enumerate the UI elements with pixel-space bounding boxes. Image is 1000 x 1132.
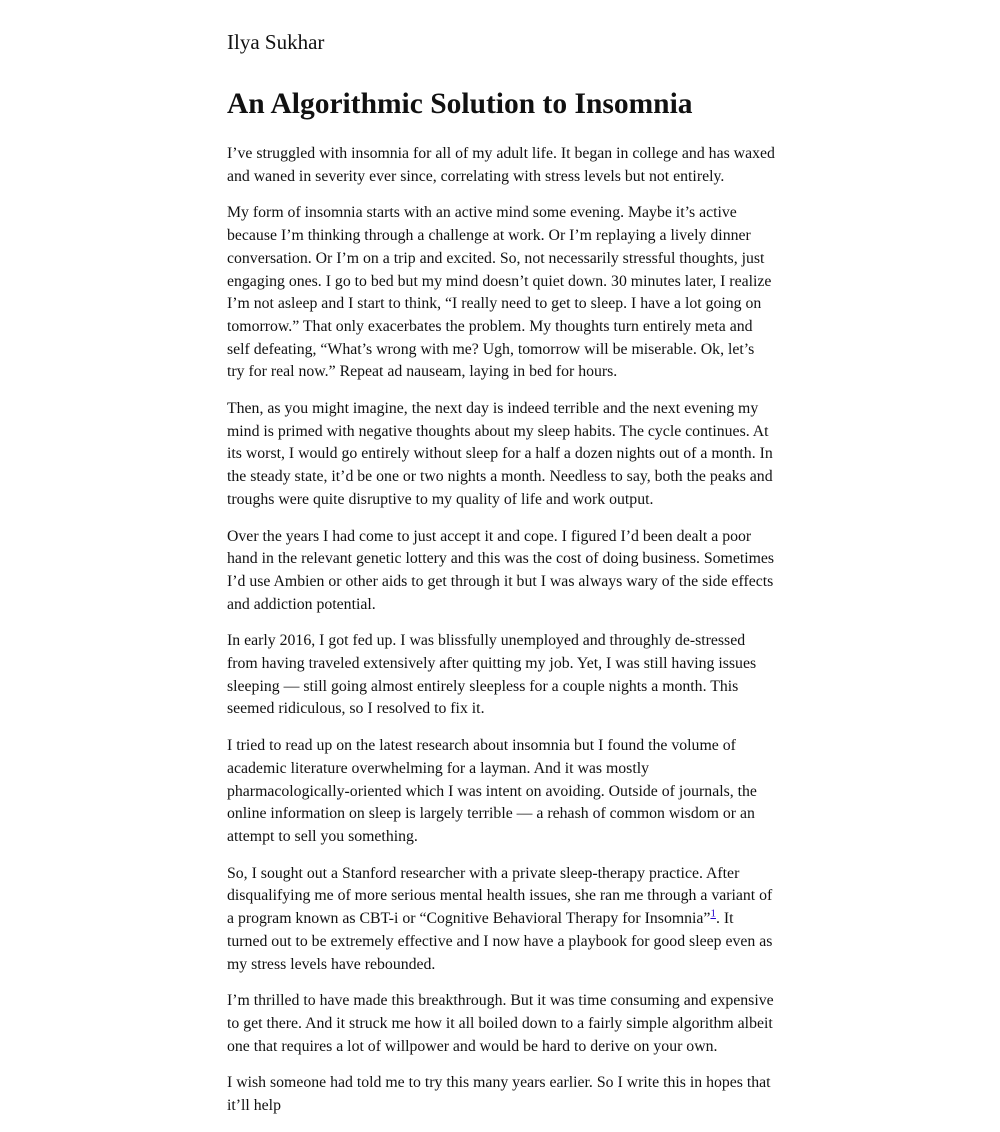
paragraph-3: Then, as you might imagine, the next day is indeed terrible and the next evening my mind is primed with negative thoughts about my sleep habits. The cycle continues. At its worst, I would go entirely without sleep for a half a dozen nights out of a month. In the steady state, it’d be one or two nights a month. Needless to say, both the peaks and troughs were quite disruptive to my quality of life and work output. xyxy=(227,400,773,508)
post-body xyxy=(227,143,775,1118)
paragraph-6: I tried to read up on the latest research about insomnia but I found the volume of academic literature overwhelming for a layman. And it was mostly pharmacologically-oriented which I was intent on avoiding. Outside of journals, the online information on sleep is largely terrible — a rehash of common wisdom or an attempt to sell you something. xyxy=(227,737,757,845)
site-name[interactable]: Ilya Sukhar xyxy=(227,30,325,54)
footnote-link-1[interactable]: 1 xyxy=(710,907,716,920)
paragraph-2: My form of insomnia starts with an active mind some evening. Maybe it’s active because I’m thinking through a challenge at work. Or I’m replaying a lively dinner conversation. Or I’m on a trip and excited. So, not necessarily stressful thoughts, just engaging ones. I go to bed but my mind doesn’t quiet down. 30 minutes later, I realize I’m not asleep and I start to think, “I really need to get to sleep. I have a lot going on tomorrow.” That only exacerbates the problem. My thoughts turn entirely meta and self defeating, “What’s wrong with me? Ugh, tomorrow will be miserable. Ok, let’s try for real now.” Repeat ad nauseam, laying in bed for hours. xyxy=(227,204,772,381)
paragraph-8: I’m thrilled to have made this breakthrough. But it was time consuming and expensive to get there. And it struck me how it all boiled down to a fairly simple algorithm albeit one that requires a lot of willpower and would be hard to derive on your own. xyxy=(227,992,774,1055)
paragraph-9: I wish someone had told me to try this many years earlier. So I write this in hopes that it’ll help xyxy=(227,1074,771,1115)
paragraph-4: Over the years I had come to just accept it and cope. I figured I’d been dealt a poor hand in the relevant genetic lottery and this was the cost of doing business. Sometimes I’d use Ambien or other aids to get through it but I was always wary of the side effects and addiction potential. xyxy=(227,527,775,613)
paragraph-7-text-after: . It turned out to be extremely effective and I now have a playbook for good sleep even as my stress levels have rebounded. xyxy=(227,910,773,973)
paragraph-7 xyxy=(227,863,775,977)
paragraph-1: I’ve struggled with insomnia for all of my adult life. It began in college and has waxed and waned in severity ever since, correlating with stress levels but not entirely. xyxy=(227,145,775,185)
paragraph-7-text-before: So, I sought out a Stanford researcher with a private sleep-therapy practice. After disqualifying me of more serious mental health issues, she ran me through a variant of a program known as CBT-i or “Cognitive Behavioral Therapy for Insomnia” xyxy=(227,864,773,928)
page-container xyxy=(227,0,775,1132)
paragraph-5: In early 2016, I got fed up. I was blissfully unemployed and throughly de-stressed from having traveled extensively after quitting my job. Yet, I was still having issues sleeping — still going almost entirely sleepless for a couple nights a month. This seemed ridiculous, so I resolved to fix it. xyxy=(227,632,757,718)
post-title: An Algorithmic Solution to Insomnia xyxy=(227,88,693,120)
